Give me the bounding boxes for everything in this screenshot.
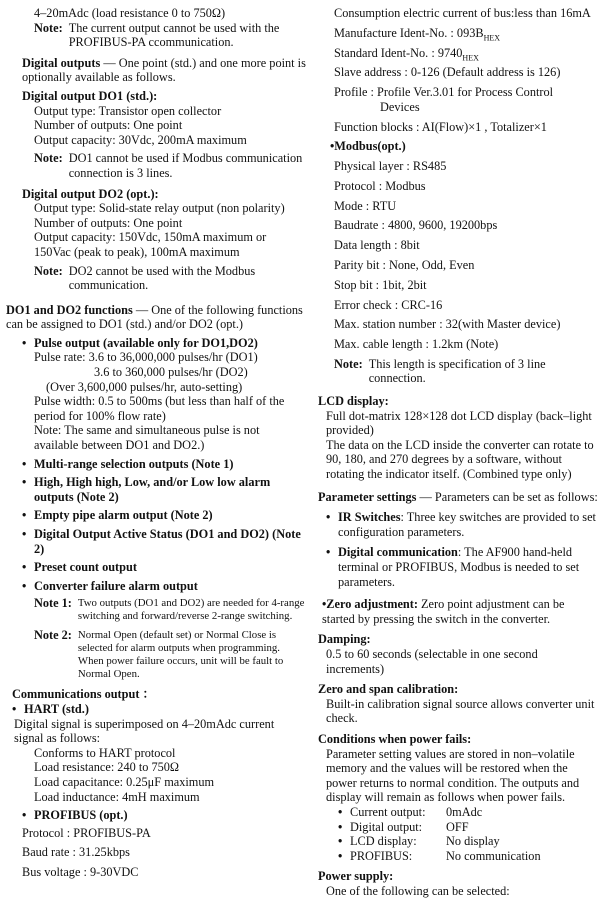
bullet-icon: • — [338, 848, 343, 863]
hex-subscript: HEX — [462, 53, 479, 63]
ir-switches-heading: IR Switches — [338, 510, 401, 525]
modbus-error-check: Error check : CRC-16 — [334, 297, 443, 312]
calibration-text: Built-in calibration signal source allows converter unit check. — [326, 696, 595, 726]
bullet-icon: • — [22, 456, 27, 471]
profile-cont: Devices — [380, 99, 420, 114]
multi-range-item — [6, 457, 306, 472]
hart-line-3: Load capacitance: 0.25μF maximum — [34, 774, 215, 789]
hart-line-1: Conforms to HART protocol — [34, 745, 176, 760]
pulse-rate-1: Pulse rate: 3.6 to 36,000,000 pulses/hr (DO1) — [34, 350, 258, 365]
do1-note — [6, 151, 306, 180]
bullet-icon: • — [22, 475, 27, 490]
bullet-icon: • — [22, 560, 27, 575]
note-label: Note 2: — [34, 628, 72, 643]
parameter-settings-para — [318, 490, 598, 505]
modbus-heading: •Modbus(opt.) — [330, 139, 406, 154]
hex-subscript: HEX — [483, 33, 501, 43]
bullet-icon: • — [22, 335, 27, 350]
digital-outputs-text: — One point (std.) and one more point is optionally available as follows. — [22, 55, 306, 85]
note-text: This length is specification of 3 line connection. — [368, 356, 546, 386]
bullet-icon: • — [338, 834, 343, 849]
power-fail-item — [338, 834, 598, 849]
digital-comm-text: : The AF900 hand-held terminal or PROFIBUS, Modbus is needed to set parameters. — [338, 545, 580, 589]
hart-line-4: Load inductance: 4mH maximum — [34, 789, 200, 804]
bullet-icon: • — [326, 510, 331, 525]
ir-switches-item — [318, 510, 598, 539]
power-fail-heading: Conditions when power fails: — [318, 731, 472, 746]
left-column — [6, 6, 306, 880]
preset-count-item — [6, 560, 306, 575]
note-text: Two outputs (DO1 and DO2) are needed for 4-range switching and forward/reverse 2-range switching. — [77, 597, 305, 623]
hart-line-2: Load resistance: 240 to 750Ω — [34, 760, 180, 775]
power-fail-list — [318, 805, 598, 863]
hart-heading: HART (std.) — [24, 701, 89, 716]
modbus-parity: Parity bit : None, Odd, Even — [334, 257, 475, 272]
ir-switches-body — [338, 510, 598, 539]
power-fail-key: PROFIBUS: — [350, 848, 413, 863]
note-2 — [6, 629, 306, 681]
power-supply-heading: Power supply: — [318, 869, 394, 884]
note-label: Note 1: — [34, 596, 72, 611]
modbus-baud: Baudrate : 4800, 9600, 19200bps — [334, 218, 498, 233]
do2-heading: Digital output DO2 (opt.): — [22, 186, 159, 201]
digital-outputs-para — [6, 56, 306, 85]
converter-failure-label: Converter failure alarm output — [34, 578, 198, 593]
power-fail-item — [338, 849, 598, 864]
power-fail-key: Current output: — [350, 804, 426, 819]
active-status-item — [6, 527, 306, 556]
bullet-icon: • — [326, 545, 331, 560]
profile: Profile : Profile Ver.3.01 for Process Control — [334, 85, 554, 100]
do2-capacity: Output capacity: 150Vdc, 150mA maximum or 150Vac (peak to peak), 100mA maximum — [34, 230, 267, 259]
modbus-data-length: Data length : 8bit — [334, 238, 420, 253]
do2-number: Number of outputs: One point — [34, 215, 183, 230]
alarm-item — [6, 475, 306, 504]
profibus-heading: PROFIBUS (opt.) — [34, 808, 128, 823]
modbus-max-cable: Max. cable length : 1.2km (Note) — [334, 337, 499, 352]
slave-address: Slave address : 0-126 (Default address is 126) — [334, 65, 561, 80]
manufacture-id-text: Manufacture Ident-No. : 093B — [334, 25, 484, 40]
communications-colon: ： — [142, 687, 155, 702]
bullet-icon: • — [22, 578, 27, 593]
note-text: Normal Open (default set) or Normal Close is selected for alarm outputs when programming. — [77, 629, 280, 655]
power-supply-text: One of the following can be selected: — [326, 883, 510, 898]
digital-comm-heading: Digital communication — [338, 545, 458, 560]
power-fail-value: No communication — [446, 848, 541, 863]
digital-comm-item — [318, 545, 598, 589]
bullet-icon: • — [22, 808, 27, 823]
bullet-icon: • — [338, 804, 343, 819]
pulse-note: Note: The same and simultaneous pulse is not available between DO1 and DO2.) — [34, 423, 260, 453]
note-label: Note: — [34, 151, 63, 166]
modbus-protocol: Protocol : Modbus — [334, 178, 426, 193]
lcd-text-2: The data on the LCD inside the converter can rotate to 90, 180, and 270 degrees by a software, without rotating the indicator itself. (Combined type only) — [326, 437, 594, 482]
note-profibus-pa — [6, 21, 306, 50]
standard-id-text: Standard Ident-No. : 9740 — [334, 45, 463, 60]
zero-adjust-text: Zero point adjustment can be started by pressing the switch in the converter. — [322, 597, 565, 626]
do-functions-text: — One of the following functions can be assigned to DO1 (std.) and/or DO2 (opt.) — [6, 302, 303, 332]
lcd-heading: LCD display: — [318, 394, 389, 409]
note-1 — [6, 597, 306, 623]
note-text: DO1 cannot be used if Modbus communication connection is 3 lines. — [68, 151, 303, 180]
alarm-label: High, High high, Low, and/or Low low alarm outputs (Note 2) — [34, 475, 271, 504]
do1-capacity: Output capacity: 30Vdc, 200mA maximum — [34, 132, 247, 147]
profibus-item — [6, 808, 306, 823]
lcd-text: Full dot-matrix 128×128 dot LCD display (back–light provided) — [326, 408, 592, 438]
do-functions-para — [6, 303, 306, 332]
digital-comm-body — [338, 545, 598, 589]
zero-adjust-heading: •Zero adjustment: — [322, 597, 418, 612]
profibus-protocol: Protocol : PROFIBUS-PA — [22, 825, 151, 840]
current-output-range: 4–20mAdc (load resistance 0 to 750Ω) — [34, 6, 226, 20]
pulse-output-item — [6, 336, 306, 351]
damping-text: 0.5 to 60 seconds (selectable in one second increments) — [326, 646, 538, 676]
active-status-label: Digital Output Active Status (DO1 and DO2) (Note 2) — [34, 527, 301, 556]
do2-type: Output type: Solid-state relay output (non polarity) — [34, 201, 285, 216]
right-column — [318, 6, 598, 898]
pulse-width: Pulse width: 0.5 to 500ms (but less than half of the period for 100% flow rate) — [34, 394, 285, 423]
bullet-icon: • — [22, 527, 27, 541]
note-label: Note: — [34, 263, 63, 278]
empty-pipe-label: Empty pipe alarm output (Note 2) — [34, 508, 213, 523]
do1-heading: Digital output DO1 (std.): — [22, 88, 158, 103]
power-fail-item — [338, 820, 598, 835]
note-label: Note: — [34, 20, 63, 35]
parameter-settings-heading: Parameter settings — [318, 489, 417, 504]
power-fail-key: LCD display: — [350, 834, 417, 849]
note-text-2: When power failure occurs, unit will be fault to Normal Open. — [77, 655, 284, 681]
power-fail-value: 0mAdc — [446, 804, 483, 819]
note-text-group — [78, 629, 306, 681]
multi-range-label: Multi-range selection outputs (Note 1) — [34, 456, 234, 471]
do1-number: Number of outputs: One point — [34, 118, 183, 133]
damping-heading: Damping: — [318, 632, 371, 647]
power-fail-key: Digital output: — [350, 819, 423, 834]
calibration-heading: Zero and span calibration: — [318, 682, 459, 697]
empty-pipe-item — [6, 508, 306, 523]
power-fail-value: OFF — [446, 819, 469, 834]
note-text: The current output cannot be used with the PROFIBUS-PA ccommunication. — [68, 20, 280, 50]
power-fail-text: Parameter setting values are stored in non–volatile memory and the values will be restored when the power returns to normal condition. The outputs and display will remain as follows when power fails. — [326, 746, 580, 805]
pulse-rate-2: 3.6 to 360,000 pulses/hr (DO2) — [94, 365, 248, 380]
note-label: Note: — [334, 356, 363, 371]
bullet-icon: • — [22, 508, 27, 523]
communications-label: Communications output — [12, 687, 140, 702]
communications-heading — [6, 687, 306, 702]
modbus-max-station: Max. station number : 32(with Master device) — [334, 317, 561, 332]
function-blocks: Function blocks : AI(Flow)×1 , Totalizer×1 — [334, 119, 547, 134]
preset-count-label: Preset count output — [34, 560, 137, 575]
digital-outputs-heading: Digital outputs — [22, 55, 101, 70]
pulse-output-heading: Pulse output (available only for DO1,DO2) — [34, 335, 258, 350]
bus-consumption: Consumption electric current of bus:less than 16mA — [334, 6, 591, 20]
modbus-stop: Stop bit : 1bit, 2bit — [334, 277, 427, 292]
profibus-voltage: Bus voltage : 9-30VDC — [22, 864, 139, 879]
hart-text: Digital signal is superimposed on 4–20mAdc current signal as follows: — [14, 716, 275, 746]
profibus-baud: Baud rate : 31.25kbps — [22, 845, 130, 860]
parameter-settings-text: — Parameters can be set as follows: — [416, 489, 598, 504]
modbus-physical: Physical layer : RS485 — [334, 159, 447, 174]
do2-note — [6, 264, 306, 293]
hart-item — [6, 702, 306, 717]
do1-type: Output type: Transistor open collector — [34, 103, 222, 118]
manufacture-id — [318, 26, 598, 41]
power-fail-item — [338, 805, 598, 820]
pulse-over: (Over 3,600,000 pulses/hr, auto-setting) — [46, 379, 243, 394]
bullet-icon: • — [12, 701, 17, 716]
zero-adjust-para — [318, 597, 598, 626]
modbus-note — [318, 357, 598, 386]
standard-id — [318, 46, 598, 61]
modbus-mode: Mode : RTU — [334, 198, 397, 213]
power-fail-value: No display — [446, 834, 500, 849]
do-functions-heading: DO1 and DO2 functions — [6, 302, 133, 317]
note-text: DO2 cannot be used with the Modbus communication. — [68, 263, 256, 293]
bullet-icon: • — [338, 819, 343, 834]
converter-failure-item — [6, 579, 306, 594]
ir-switches-text: : Three key switches are provided to set configuration parameters. — [338, 510, 596, 539]
